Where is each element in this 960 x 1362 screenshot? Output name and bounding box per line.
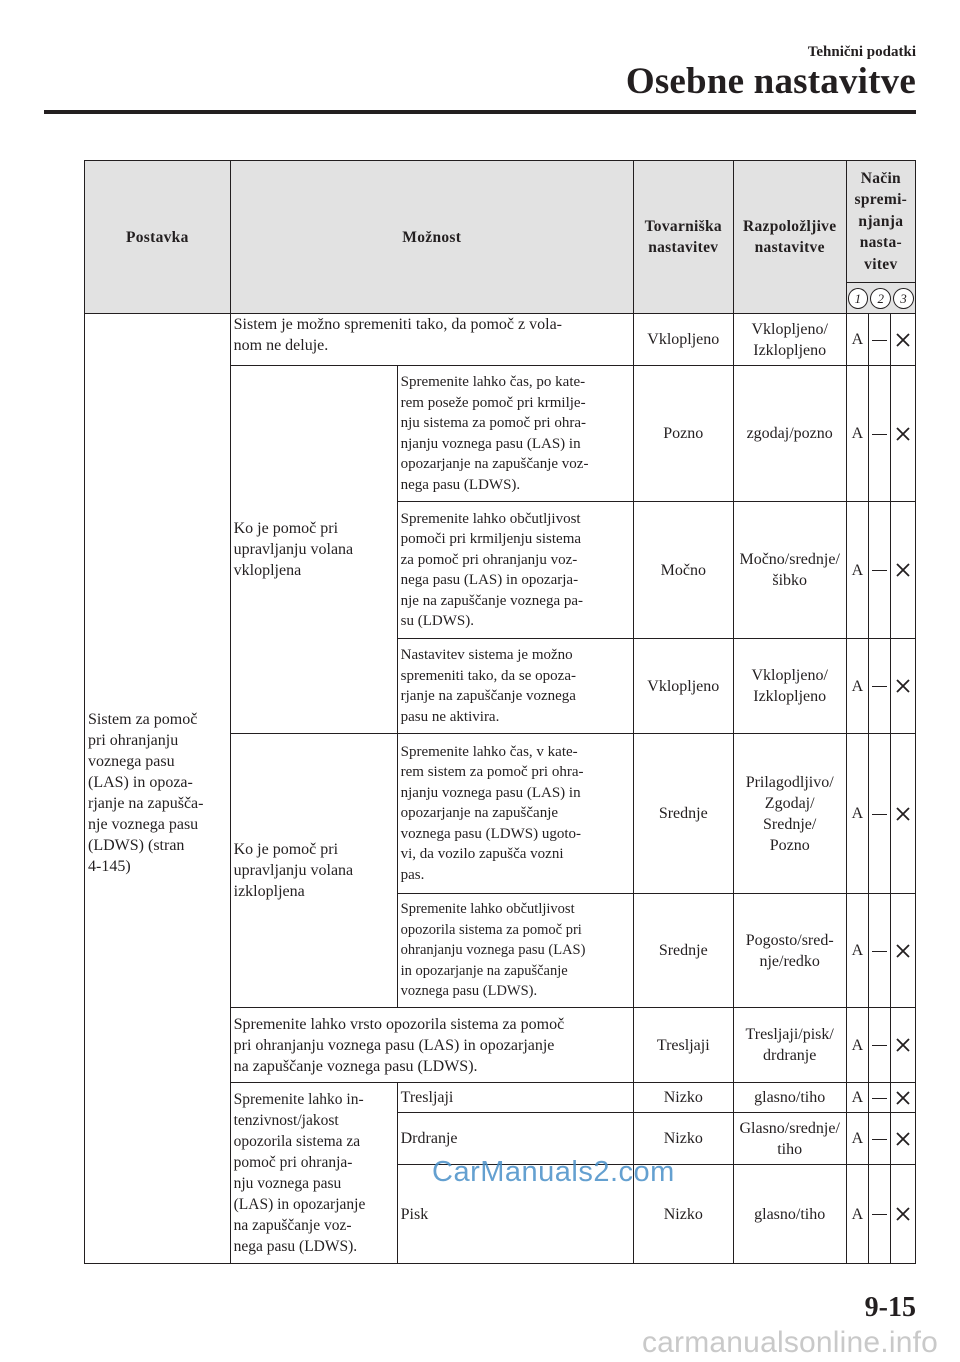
available-cell: Močno/srednje/ šibko bbox=[733, 502, 846, 639]
method-1-icon: 1 bbox=[848, 288, 869, 309]
dash-icon bbox=[872, 1214, 887, 1215]
available-cell: Tresljaji/pisk/ drdranje bbox=[733, 1008, 846, 1083]
option-cell: Spremenite lahko občutljivost opozorila sistema za pomoč pri ohranjanju voznega pasu (LAS) in opozarjanje na zapuščanje voznega pasu (LDWS). bbox=[397, 894, 633, 1008]
factory-cell: Tresljaji bbox=[633, 1008, 733, 1083]
option-cell: Spremenite lahko čas, po kate- rem poseže pomoč pri krmilje- nju sistema za pomoč pri ohra- njanju voznega pasu (LAS) in opozarjanje na zapuščanje voz- nega pasu (LDWS). bbox=[397, 366, 633, 502]
watermark-logo: CarManuals2.com bbox=[432, 1156, 675, 1188]
x-icon bbox=[896, 1038, 910, 1052]
group-intensity-cell: Spremenite lahko in- tenzivnost/jakost opozorila sistema za pomoč pri ohranja- nju voznega pasu (LAS) in opozarjanje na zapuščanje voz- nega pasu (LDWS). bbox=[230, 1083, 397, 1264]
method-dash-cell bbox=[869, 314, 891, 366]
available-cell: zgodaj/pozno bbox=[733, 366, 846, 502]
x-icon bbox=[896, 563, 910, 577]
method-dash-cell bbox=[869, 1008, 891, 1083]
method-dash-cell bbox=[869, 639, 891, 734]
option-cell: Pisk bbox=[397, 1165, 633, 1264]
dash-icon bbox=[872, 814, 887, 815]
dash-icon bbox=[872, 1045, 887, 1046]
method-x-cell bbox=[891, 639, 916, 734]
method-2-icon: 2 bbox=[870, 288, 891, 309]
settings-table bbox=[84, 160, 916, 1264]
method-dash-cell bbox=[869, 1165, 891, 1264]
method-x-cell bbox=[891, 1083, 916, 1113]
option-cell: Drdranje bbox=[397, 1113, 633, 1165]
method-a-cell: A bbox=[846, 894, 868, 1008]
dash-icon bbox=[872, 570, 887, 571]
method-x-cell bbox=[891, 502, 916, 639]
method-x-cell bbox=[891, 734, 916, 894]
factory-cell: Vklopljeno bbox=[633, 639, 733, 734]
factory-cell: Pozno bbox=[633, 366, 733, 502]
option-cell: Nastavitev sistema je možno spremeniti tako, da se opoza- rjanje na zapuščanje voznega pasu ne aktivira. bbox=[397, 639, 633, 734]
option-cell: Tresljaji bbox=[397, 1083, 633, 1113]
available-cell: Pogosto/sred- nje/redko bbox=[733, 894, 846, 1008]
x-icon bbox=[896, 1207, 910, 1221]
header-available-settings: Razpoložljive nastavitve bbox=[733, 161, 846, 314]
available-cell: glasno/tiho bbox=[733, 1165, 846, 1264]
header-divider bbox=[44, 110, 916, 114]
x-icon bbox=[896, 1091, 910, 1105]
item-name-cell: Sistem za pomoč pri ohranjanju voznega pasu (LAS) in opoza- rjanje na zapušča- nje voznega pasu (LDWS) (stran 4-145) bbox=[85, 314, 231, 1264]
factory-cell: Srednje bbox=[633, 734, 733, 894]
page-title: Osebne nastavitve bbox=[625, 61, 916, 102]
method-dash-cell bbox=[869, 1113, 891, 1165]
factory-cell: Nizko bbox=[633, 1083, 733, 1113]
available-cell: Prilagodljivo/ Zgodaj/ Srednje/ Pozno bbox=[733, 734, 846, 894]
method-x-cell bbox=[891, 894, 916, 1008]
x-icon bbox=[896, 427, 910, 441]
method-a-cell: A bbox=[846, 502, 868, 639]
table-row bbox=[85, 314, 916, 366]
method-dash-cell bbox=[869, 734, 891, 894]
section-title: Tehnični podatki bbox=[807, 44, 916, 60]
x-icon bbox=[896, 944, 910, 958]
method-x-cell bbox=[891, 1113, 916, 1165]
dash-icon bbox=[872, 340, 887, 341]
footer-url: carmanualsonline.info bbox=[641, 1326, 938, 1359]
available-cell: Vklopljeno/ Izklopljeno bbox=[733, 639, 846, 734]
available-cell: glasno/tiho bbox=[733, 1083, 846, 1113]
available-cell: Vklopljeno/ Izklopljeno bbox=[733, 314, 846, 366]
factory-cell: Močno bbox=[633, 502, 733, 639]
method-a-cell: A bbox=[846, 1165, 868, 1264]
header-setting: Postavka bbox=[85, 161, 231, 314]
x-icon bbox=[896, 807, 910, 821]
factory-cell: Srednje bbox=[633, 894, 733, 1008]
method-dash-cell bbox=[869, 894, 891, 1008]
method-a-cell: A bbox=[846, 639, 868, 734]
dash-icon bbox=[872, 686, 887, 687]
group-steering-on-cell: Ko je pomoč pri upravljanju volana vklopljena bbox=[230, 366, 397, 734]
x-icon bbox=[896, 679, 910, 693]
factory-cell: Vklopljeno bbox=[633, 314, 733, 366]
option-cell: Spremenite lahko čas, v kate- rem sistem za pomoč pri ohra- njanju voznega pasu (LAS) in opozarjanje na zapuščanje voznega pasu (LDWS) ugoto- vi, da vozilo zapušča vozni pas. bbox=[397, 734, 633, 894]
factory-cell: Nizko bbox=[633, 1113, 733, 1165]
method-a-cell: A bbox=[846, 366, 868, 502]
method-dash-cell bbox=[869, 502, 891, 639]
x-icon bbox=[896, 333, 910, 347]
dash-icon bbox=[872, 434, 887, 435]
available-cell: Glasno/srednje/ tiho bbox=[733, 1113, 846, 1165]
page-number: 9-15 bbox=[864, 1292, 916, 1323]
method-x-cell bbox=[891, 1165, 916, 1264]
method-x-cell bbox=[891, 1008, 916, 1083]
group-steering-off-cell: Ko je pomoč pri upravljanju volana izklopljena bbox=[230, 734, 397, 1008]
method-a-cell: A bbox=[846, 1083, 868, 1113]
option-cell: Spremenite lahko občutljivost pomoči pri krmiljenju sistema za pomoč pri ohranjanju voz- nega pasu (LAS) in opozarja- nje na zapuščanje voznega pa- su (LDWS). bbox=[397, 502, 633, 639]
option-cell: Spremenite lahko vrsto opozorila sistema za pomoč pri ohranjanju voznega pasu (LAS) in opozarjanje na zapuščanje voznega pasu (LDWS). bbox=[230, 1008, 633, 1083]
dash-icon bbox=[872, 1139, 887, 1140]
method-x-cell bbox=[891, 366, 916, 502]
header-option: Možnost bbox=[230, 161, 633, 314]
header-factory-setting: Tovarniška nastavitev bbox=[633, 161, 733, 314]
dash-icon bbox=[872, 1098, 887, 1099]
header-method-icons bbox=[846, 283, 915, 314]
method-dash-cell bbox=[869, 1083, 891, 1113]
header-change-method: Način spremi- njanja nasta- vitev bbox=[846, 161, 915, 283]
dash-icon bbox=[872, 951, 887, 952]
method-3-icon: 3 bbox=[893, 288, 914, 309]
method-x-cell bbox=[891, 314, 916, 366]
method-a-cell: A bbox=[846, 314, 868, 366]
factory-cell: Nizko bbox=[633, 1165, 733, 1264]
method-a-cell: A bbox=[846, 1008, 868, 1083]
x-icon bbox=[896, 1132, 910, 1146]
method-a-cell: A bbox=[846, 1113, 868, 1165]
method-dash-cell bbox=[869, 366, 891, 502]
method-a-cell: A bbox=[846, 734, 868, 894]
option-cell: Sistem je možno spremeniti tako, da pomoč z vola- nom ne deluje. bbox=[230, 314, 633, 366]
